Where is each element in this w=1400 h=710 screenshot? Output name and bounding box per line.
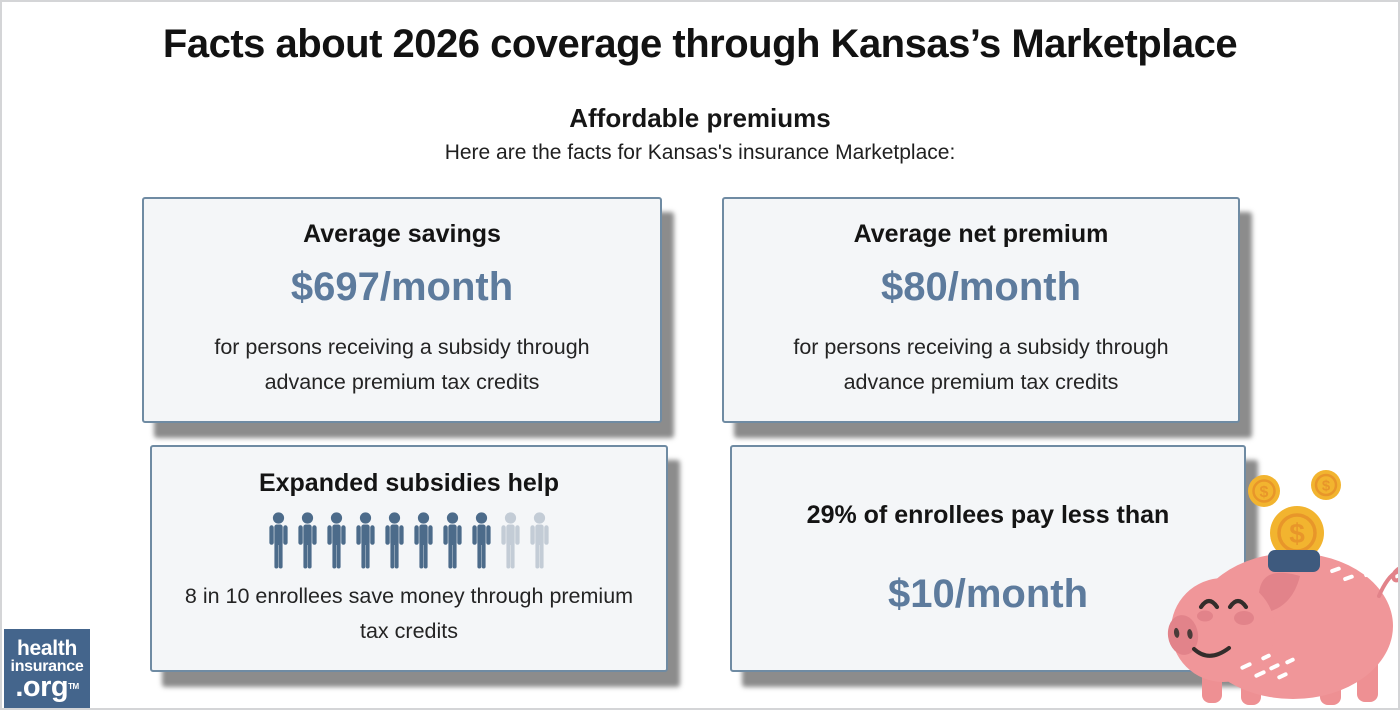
- card-value: $80/month: [880, 265, 1082, 310]
- card-value: $10/month: [887, 571, 1089, 616]
- pig-tail: [1379, 568, 1400, 596]
- logo-text: health: [16, 636, 78, 660]
- card-value: $697/month: [290, 265, 514, 310]
- card-description: 8 in 10 enrollees save money through premium tax credits: [184, 583, 634, 643]
- svg-text:$: $: [1259, 484, 1269, 501]
- card-average-net-premium: [722, 197, 1240, 423]
- card-heading: 29% of enrollees pay less than: [806, 500, 1170, 529]
- page-title: Facts about 2026 coverage through Kansas’s Marketplace: [162, 22, 1238, 66]
- person-icon: [441, 512, 464, 569]
- person-icon: [296, 512, 319, 569]
- coin-icon: [1248, 475, 1280, 507]
- card-heading: Expanded subsidies help: [258, 468, 560, 497]
- card-heading: Average savings: [303, 220, 501, 249]
- brand-logo: [4, 629, 90, 709]
- svg-text:$: $: [1321, 477, 1331, 495]
- card-heading: Average net premium: [853, 220, 1109, 249]
- trademark-mark: TM: [68, 681, 79, 691]
- card-description: for persons receiving a subsidy through advance premium tax credits: [793, 335, 1169, 394]
- person-icon: [325, 512, 348, 569]
- person-icon: [470, 512, 493, 569]
- person-icon: [412, 512, 435, 569]
- piggy-bank-illustration: [1157, 450, 1400, 710]
- coin-slot: [1268, 550, 1320, 572]
- person-icon: [528, 512, 551, 569]
- logo-text: .org™: [15, 670, 79, 703]
- page-intro: Here are the facts for Kansas's insurance Marketplace:: [444, 141, 956, 164]
- card-description: for persons receiving a subsidy through advance premium tax credits: [214, 335, 590, 394]
- page-subtitle: Affordable premiums: [569, 103, 831, 133]
- person-icon: [267, 512, 290, 569]
- person-icon: [354, 512, 377, 569]
- card-average-savings: [142, 197, 662, 423]
- coin-icon: [1311, 470, 1341, 500]
- person-icon: [499, 512, 522, 569]
- logo-text: insurance: [10, 657, 84, 675]
- pig-blush: [1197, 611, 1213, 622]
- person-icon: [383, 512, 406, 569]
- svg-text:$: $: [1289, 518, 1305, 549]
- pig-blush: [1234, 611, 1254, 625]
- card-expanded-subsidies: [150, 445, 668, 672]
- pictograph-row: [267, 512, 551, 569]
